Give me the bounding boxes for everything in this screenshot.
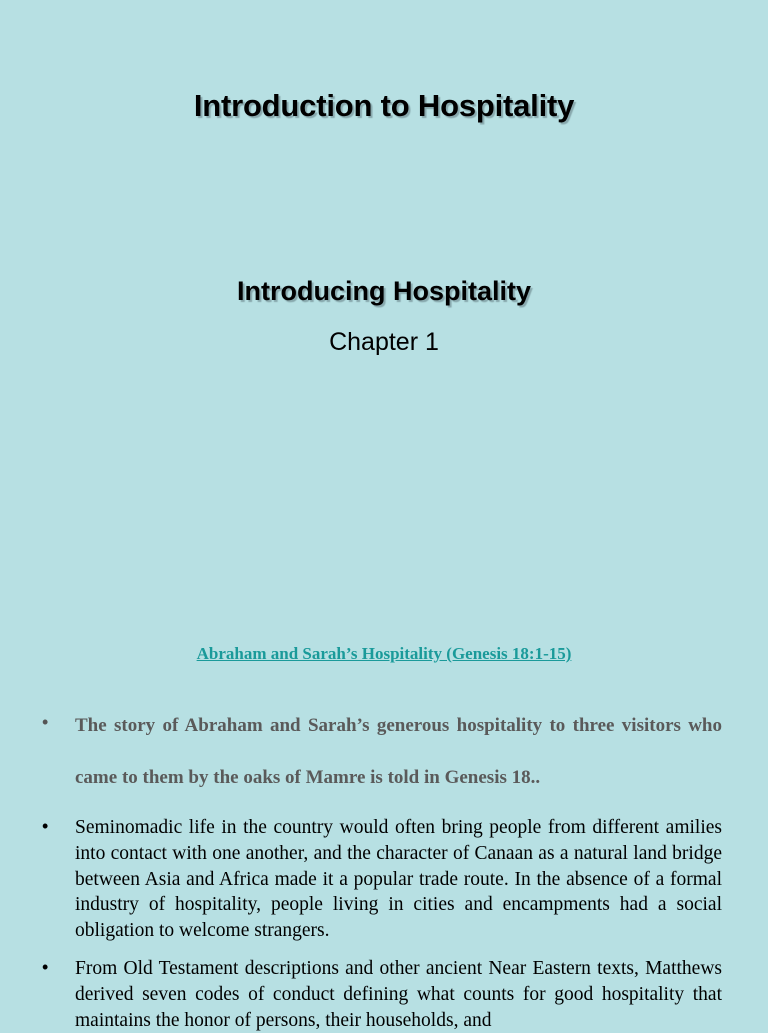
bullet-text: The story of Abraham and Sarah’s generous hospitality to three visitors who came to them by the oaks of Mamre is told in Genesis 18.. (75, 715, 722, 788)
bullet-icon: • (42, 712, 49, 732)
slide-subtitle: Introducing Hospitality (237, 276, 531, 306)
bullet-text: Seminomadic life in the country would often bring people from different amilies into contact with one another, and the character of Canaan as a natural land bridge between Asia and Africa made it a popular trade route. In the absence of a formal industry of hospitality, people living in cities and encampments had a social obligation to welcome strangers. (75, 817, 722, 942)
chapter-label: Chapter 1 (329, 328, 439, 356)
bullet-icon: • (42, 816, 49, 836)
slide-title: Introduction to Hospitality (193, 88, 575, 123)
section-heading-link[interactable]: Abraham and Sarah’s Hospitality (Genesis 18:1-15) (196, 644, 572, 663)
bullet-icon: • (42, 957, 49, 977)
bullet-text: From Old Testament descriptions and other ancient Near Eastern texts, Matthews derived seven codes of conduct defining what counts for good hospitality that maintains the honor of persons, their households, and (75, 958, 722, 1031)
section-heading (0, 644, 768, 664)
